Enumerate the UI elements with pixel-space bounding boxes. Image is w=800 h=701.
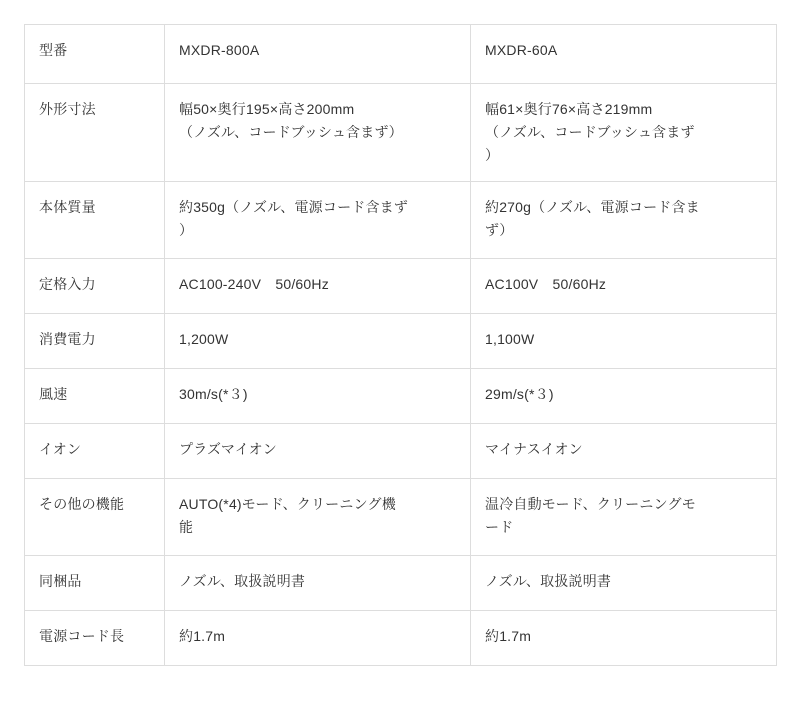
row-label-other-features [25,479,165,556]
cell-text: AUTO(*4)モード、クリーニング機 [179,496,396,513]
cell-included-items-a [165,556,471,611]
cell-model-a [165,25,471,84]
cell-text: AC100V 50/60Hz [485,276,607,293]
cell-other-features-b [471,479,777,556]
table-row [25,424,777,479]
cell-text: 定格入力 [39,276,96,293]
cell-text: 温冷自動モード、クリーニングモ [485,496,696,513]
row-label-ion [25,424,165,479]
table-row [25,259,777,314]
table-row [25,479,777,556]
cell-text: 29m/s(*３) [485,386,554,403]
row-label-cord-length [25,611,165,666]
row-label-model [25,25,165,84]
cell-wind-speed-b [471,369,777,424]
row-label-included-items [25,556,165,611]
cell-text: AC100-240V 50/60Hz [179,276,329,293]
cell-text: 約270g（ノズル、電源コード含ま [485,199,700,216]
cell-text: ） [485,147,500,164]
cell-cord-length-b [471,611,777,666]
cell-text: 型番 [39,42,68,58]
cell-weight-b [471,182,777,259]
cell-model-b [471,25,777,84]
cell-text: 幅50×奥行195×高さ200mm [179,101,355,117]
cell-dimensions-a [165,84,471,182]
cell-dimensions-b [471,84,777,182]
cell-text: イオン [39,441,82,458]
cell-text: 外形寸法 [39,101,96,117]
cell-text: マイナスイオン [485,441,583,458]
cell-other-features-a [165,479,471,556]
table-row [25,84,777,182]
cell-ion-b [471,424,777,479]
table-row [25,369,777,424]
product-spec-table [24,24,777,666]
cell-text: 能 [179,519,194,536]
cell-text: （ノズル、コードブッシュ含まず [485,124,695,141]
row-label-power-consumption [25,314,165,369]
cell-text: 風速 [39,386,68,403]
cell-rated-input-b [471,259,777,314]
row-label-weight [25,182,165,259]
cell-rated-input-a [165,259,471,314]
cell-text: 本体質量 [39,199,96,216]
cell-text: 同梱品 [39,573,82,590]
row-label-wind-speed [25,369,165,424]
table-row [25,611,777,666]
cell-text: 幅61×奥行76×高さ219mm [485,101,653,117]
cell-text: 約1.7m [485,628,532,645]
cell-text: 電源コード長 [39,628,125,645]
cell-ion-a [165,424,471,479]
cell-weight-a [165,182,471,259]
table-row [25,25,777,84]
table-row [25,182,777,259]
cell-text: ノズル、取扱説明書 [485,573,612,590]
row-label-dimensions [25,84,165,182]
cell-text: 約350g（ノズル、電源コード含まず [179,199,409,216]
cell-text: 消費電力 [39,331,96,348]
table-row [25,314,777,369]
cell-text: ず） [485,222,514,239]
cell-text: その他の機能 [39,496,125,513]
cell-wind-speed-a [165,369,471,424]
row-label-rated-input [25,259,165,314]
table-row [25,556,777,611]
cell-text: MXDR-800A [179,42,260,58]
cell-power-consumption-a [165,314,471,369]
cell-text: （ノズル、コードブッシュ含まず） [179,124,403,141]
cell-power-consumption-b [471,314,777,369]
cell-text: ） [179,222,194,239]
cell-cord-length-a [165,611,471,666]
cell-text: ノズル、取扱説明書 [179,573,306,590]
cell-text: 1,200W [179,331,229,348]
cell-text: MXDR-60A [485,42,558,58]
cell-included-items-b [471,556,777,611]
cell-text: プラズマイオン [179,441,277,458]
cell-text: 1,100W [485,331,535,348]
cell-text: 約1.7m [179,628,226,645]
cell-text: ード [485,519,514,536]
cell-text: 30m/s(*３) [179,386,248,403]
